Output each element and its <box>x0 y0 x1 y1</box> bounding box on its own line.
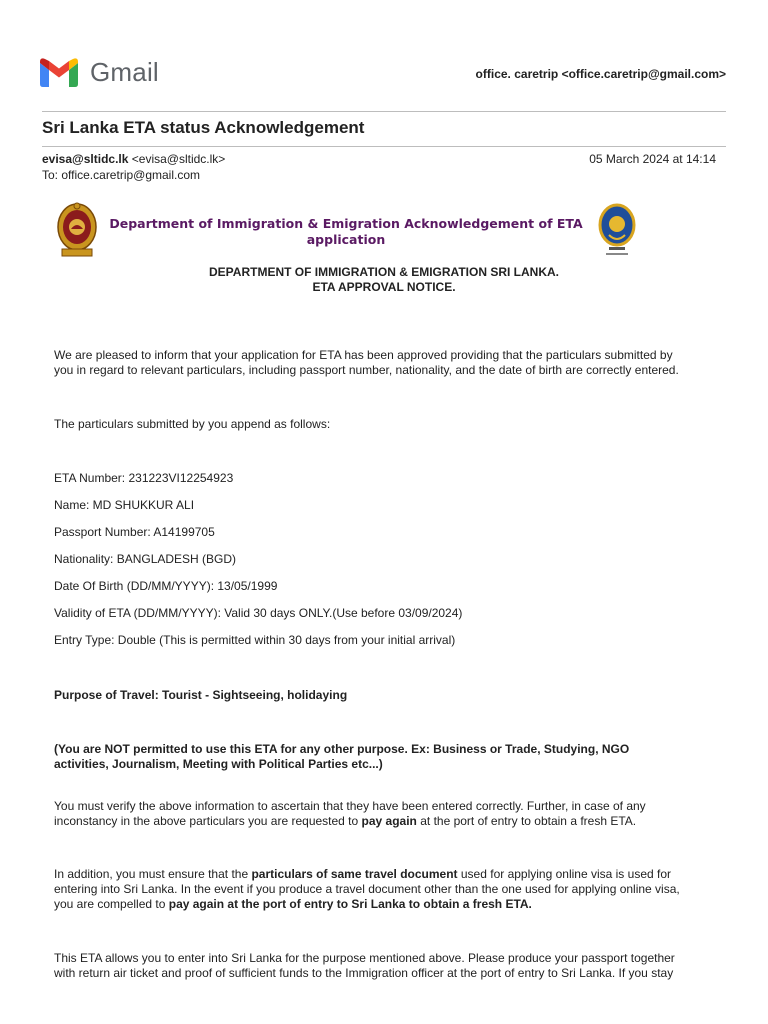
from-display: <evisa@sltidc.lk> <box>128 152 226 166</box>
verify-line-1: You must verify the above information to ascertain that they have been entered correctly. Further, in case of any <box>54 799 646 813</box>
intro-paragraph <box>54 348 714 378</box>
verify-text-c: at the port of entry to obtain a fresh ETA. <box>416 814 637 828</box>
addition-text-bold: particulars of same travel document <box>251 867 458 881</box>
applicant-name: Name: MD SHUKKUR ALI <box>54 498 195 512</box>
approval-notice-heading <box>42 265 726 295</box>
allows-line-2: with return air ticket and proof of sufficient funds to the Immigration officer at the port of entry to Sri Lanka. If you stay <box>54 966 674 980</box>
header-divider <box>42 111 726 112</box>
addition-text-bold-2: pay again at the port of entry to Sri Lanka to obtain a fresh ETA. <box>168 897 532 911</box>
passport-number: Passport Number: A14199705 <box>54 525 215 539</box>
verify-line-2 <box>54 814 714 829</box>
subject-divider <box>42 146 726 147</box>
addition-text-d: you are compelled to <box>54 897 169 911</box>
allows-paragraph <box>54 951 714 981</box>
addition-text-a: In addition, you must ensure that the <box>54 867 252 881</box>
immigration-emblem-icon <box>594 203 640 259</box>
intro-line-2: you in regard to relevant particulars, including passport number, nationality, and the date of birth are correctly entered. <box>54 363 679 377</box>
addition-line-3 <box>54 897 714 912</box>
purpose-of-travel: Purpose of Travel: Tourist - Sightseeing, holidaying <box>54 688 348 702</box>
warning-line-2: activities, Journalism, Meeting with Political Parties etc...) <box>54 757 383 771</box>
verify-paragraph <box>54 799 714 829</box>
gmail-brand: Gmail <box>90 57 159 87</box>
date-of-birth: Date Of Birth (DD/MM/YYYY): 13/05/1999 <box>54 579 278 593</box>
addition-line-1 <box>54 867 714 882</box>
email-to: To: office.caretrip@gmail.com <box>42 168 201 182</box>
purpose-warning <box>54 742 714 772</box>
department-title: Department of Immigration & Emigration Acknowledgement of ETA application <box>109 216 583 247</box>
sri-lanka-emblem-icon <box>56 201 98 259</box>
email-from <box>42 152 225 166</box>
warning-line-1: (You are NOT permitted to use this ETA for any other purpose. Ex: Business or Trade, Studying, NGO <box>54 742 630 756</box>
notice-line-1: DEPARTMENT OF IMMIGRATION & EMIGRATION SRI LANKA. <box>209 265 559 279</box>
addition-text-c: used for applying online visa is used for <box>457 867 672 881</box>
gmail-logo-icon <box>40 58 78 87</box>
email-subject: Sri Lanka ETA status Acknowledgement <box>42 118 365 137</box>
verify-text-a: inconstancy in the above particulars you are requested to <box>54 814 362 828</box>
notice-line-2: ETA APPROVAL NOTICE. <box>312 280 456 294</box>
eta-number: ETA Number: 231223VI12254923 <box>54 471 234 485</box>
allows-line-1: This ETA allows you to enter into Sri Lanka for the purpose mentioned above. Please produce your passport together <box>54 951 675 965</box>
verify-text-bold: pay again <box>361 814 417 828</box>
email-date: 05 March 2024 at 14:14 <box>589 152 716 166</box>
eta-validity: Validity of ETA (DD/MM/YYYY): Valid 30 days ONLY.(Use before 03/09/2024) <box>54 606 463 620</box>
particulars-heading: The particulars submitted by you append as follows: <box>54 417 331 431</box>
account-label: office. caretrip <office.caretrip@gmail.com> <box>475 67 726 81</box>
addition-line-2: entering into Sri Lanka. In the event if you produce a travel document other than the one used for applying online visa, <box>54 882 680 896</box>
from-address: evisa@sltidc.lk <box>42 152 129 166</box>
addition-paragraph <box>54 867 714 912</box>
nationality: Nationality: BANGLADESH (BGD) <box>54 552 237 566</box>
entry-type: Entry Type: Double (This is permitted within 30 days from your initial arrival) <box>54 633 456 647</box>
intro-line-1: We are pleased to inform that your application for ETA has been approved providing that the particulars submitted by <box>54 348 673 362</box>
